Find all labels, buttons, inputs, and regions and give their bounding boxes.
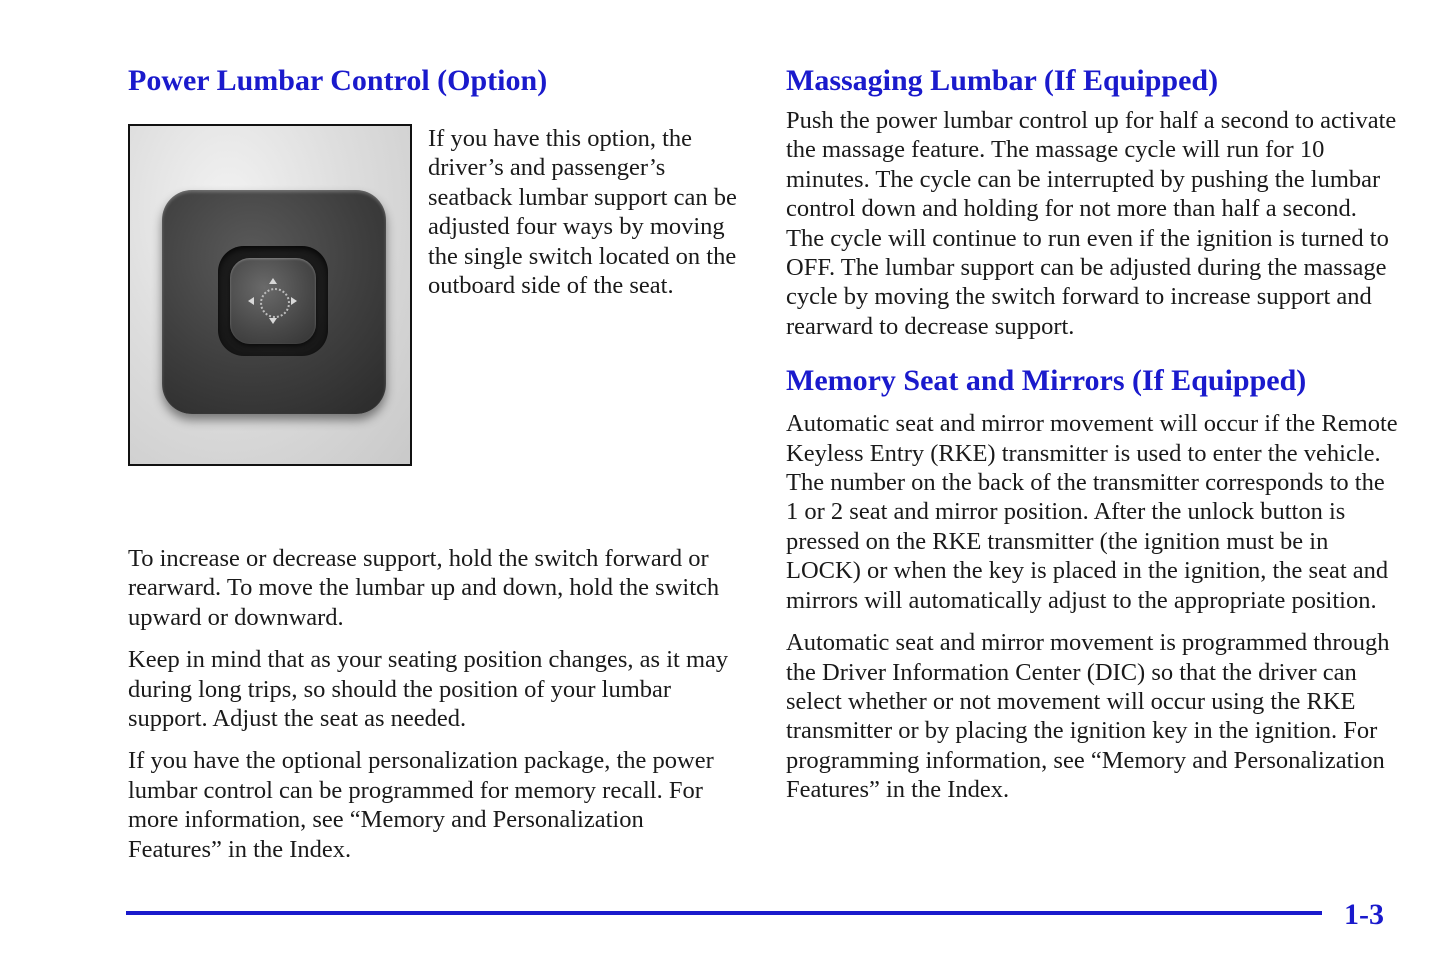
left-paragraph-2: Keep in mind that as your seating position changes, as it may during long trips, so should the position of your lumbar support. Adjust the seat as needed. — [128, 646, 729, 733]
figure-row — [128, 124, 738, 544]
arrow-right-icon — [291, 297, 297, 305]
right-column — [786, 62, 1398, 805]
massaging-lumbar-paragraph: Push the power lumbar control up for half a second to activate the massage feature. The massage cycle will run for 10 minutes. The cycle can be interrupted by pushing the lumbar control down and holding for not more than half a second. The cycle will continue to run even if the ignition is turned to OFF. The lumbar support can be adjusted during the massage cycle by moving the switch forward to increase support and rearward to decrease support. — [786, 107, 1397, 340]
left-paragraph-1: To increase or decrease support, hold the switch forward or rearward. To move the lumbar up and down, hold the switch upward or downward. — [128, 545, 720, 631]
lumbar-switch-knob — [230, 258, 316, 344]
left-column — [128, 62, 738, 864]
section-title-power-lumbar: Power Lumbar Control (Option) — [128, 64, 548, 97]
photo-side-text: If you have this option, the driver’s and passenger’s seatback lumbar support can be adjusted four ways by moving the single switch located on the outboard side of the seat. — [428, 125, 737, 300]
lumbar-switch-photo — [128, 124, 412, 466]
switch-recess — [218, 246, 328, 356]
center-dot-ring-icon — [260, 288, 290, 318]
arrow-up-icon — [269, 278, 277, 284]
memory-seat-paragraph-1: Automatic seat and mirror movement will occur if the Remote Keyless Entry (RKE) transmitter is used to enter the vehicle. The number on the back of the transmitter corresponds to the 1 or 2 seat and mirror position. After the unlock button is pressed on the RKE transmitter (the ignition must be in LOCK) or when the key is placed in the ignition, the seat and mirrors will automatically adjust to the appropriate position. — [786, 410, 1398, 614]
switch-bezel — [162, 190, 386, 414]
footer-rule — [126, 911, 1322, 915]
arrow-left-icon — [248, 297, 254, 305]
section-title-memory-seat: Memory Seat and Mirrors (If Equipped) — [786, 364, 1307, 398]
arrow-down-icon — [269, 318, 277, 324]
page-number: 1-3 — [1344, 898, 1384, 931]
memory-seat-paragraph-2: Automatic seat and mirror movement is programmed through the Driver Information Center (DIC) so that the driver can select whether or not movement will occur using the RKE transmitter or by placing the ignition key in the ignition. For programming information, see “Memory and Personalization Features” in the Index. — [786, 629, 1390, 804]
left-paragraph-3: If you have the optional personalization package, the power lumbar control can be programmed for memory recall. For more information, see “Memory and Personalization Features” in the Index. — [128, 747, 714, 863]
section-title-massaging-lumbar: Massaging Lumbar (If Equipped) — [786, 64, 1219, 97]
